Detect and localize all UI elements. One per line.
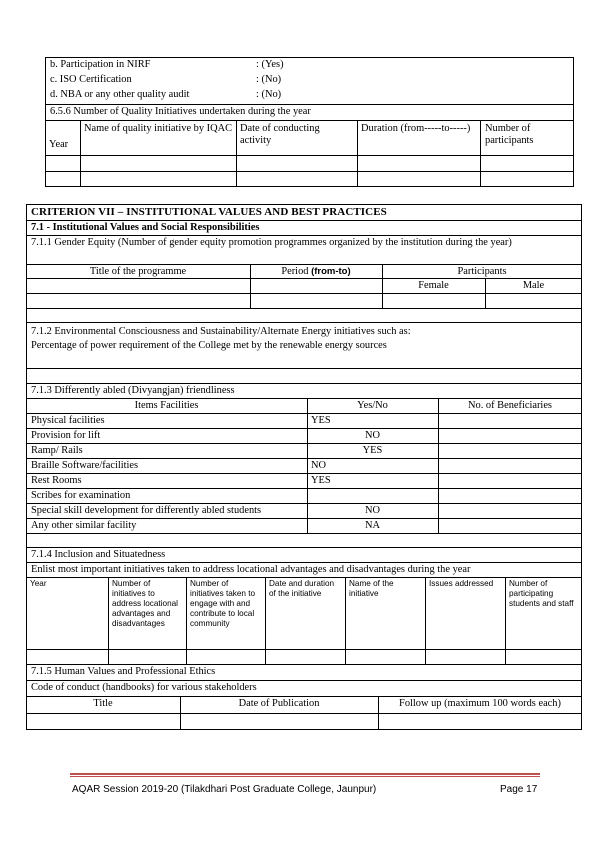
col-period: Period (from-to) [281,266,351,277]
col-title: Title [93,698,113,709]
facility-item: Rest Rooms [31,475,82,486]
criterion-subtitle: 7.1 - Institutional Values and Social Responsibilities [31,222,260,233]
col-participants-group: Participants [457,266,507,277]
inclusion-heading: 7.1.4 Inclusion and Situatedness [31,549,166,560]
col-male: Male [522,280,545,291]
facility-item: Scribes for examination [31,490,131,501]
code-of-conduct-line: Code of conduct (handbooks) for various stakeholders [31,682,257,693]
environment-heading: 7.1.2 Environmental Consciousness and Sustainability/Alternate Energy initiatives such as: [31,326,411,337]
iso-value: : (No) [256,74,282,85]
col-year: Year [49,139,69,150]
nirf-value: : (Yes) [256,59,284,70]
col-year: Year [30,579,47,588]
facility-value: YES [311,415,331,426]
col-yes-no: Yes/No [357,400,388,411]
inclusion-line: Enlist most important initiatives taken to address locational advantages and disadvantages during the year [31,564,471,575]
col-initiative-name: Name of the initiative [349,579,394,598]
col-participating: Number of participating students and staff [509,579,574,608]
nba-label: d. NBA or any other quality audit [50,89,190,100]
facility-value: NO [311,460,327,471]
divyangjan-heading: 7.1.3 Differently abled (Divyangjan) friendliness [31,385,235,396]
facility-value: YES [311,475,331,486]
renewable-energy-line: Percentage of power requirement of the College met by the renewable energy sources [31,340,387,351]
facility-value: NO [364,430,380,441]
col-publication-date: Date of Publication [238,698,320,709]
facility-item: Special skill development for differently abled students [31,505,262,516]
col-items-facilities: Items Facilities [134,400,199,411]
col-locational-initiatives: Number of initiatives to address locational advantages and disadvantages [112,579,178,628]
col-issues: Issues addressed [429,579,494,588]
footer-rule [70,776,540,777]
facility-item: Ramp/ Rails [31,445,83,456]
col-beneficiaries: No. of Beneficiaries [468,400,552,411]
col-duration: Duration (from-----to-----) [361,123,471,134]
col-initiative-name: Name of quality initiative by IQAC [84,123,233,134]
col-female: Female [418,280,449,291]
gender-equity-heading: 7.1.1 Gender Equity (Number of gender equity promotion programmes organized by the institution during the year) [31,237,512,248]
criterion-title: CRITERION VII – INSTITUTIONAL VALUES AND BEST PRACTICES [31,206,387,218]
facility-value: YES [362,445,383,456]
quality-initiatives-heading: 6.5.6 Number of Quality Initiatives undertaken during the year [50,106,311,117]
footer-session: AQAR Session 2019-20 (Tilakdhari Post Graduate College, Jaunpur) [72,784,377,795]
iso-label: c. ISO Certification [50,74,132,85]
col-date-conducting: Date of conducting activity [240,123,320,146]
facility-item: Any other similar facility [31,520,137,531]
col-participants: Number of participants [485,123,534,146]
facility-value: NA [364,520,380,531]
footer-rule [70,773,540,775]
facility-item: Physical facilities [31,415,105,426]
col-date-duration: Date and duration of the initiative [269,579,335,598]
facility-value: NO [364,505,380,516]
nba-value: : (No) [256,89,282,100]
facility-item: Braille Software/facilities [31,460,139,471]
human-values-heading: 7.1.5 Human Values and Professional Ethics [31,666,216,677]
page-number: Page 17 [500,784,538,795]
col-follow-up: Follow up (maximum 100 words each) [399,698,561,709]
col-community-initiatives: Number of initiatives taken to engage with and contribute to local community [190,579,256,628]
facility-item: Provision for lift [31,430,101,441]
nirf-label: b. Participation in NIRF [50,59,151,70]
col-programme-title: Title of the programme [89,266,187,277]
